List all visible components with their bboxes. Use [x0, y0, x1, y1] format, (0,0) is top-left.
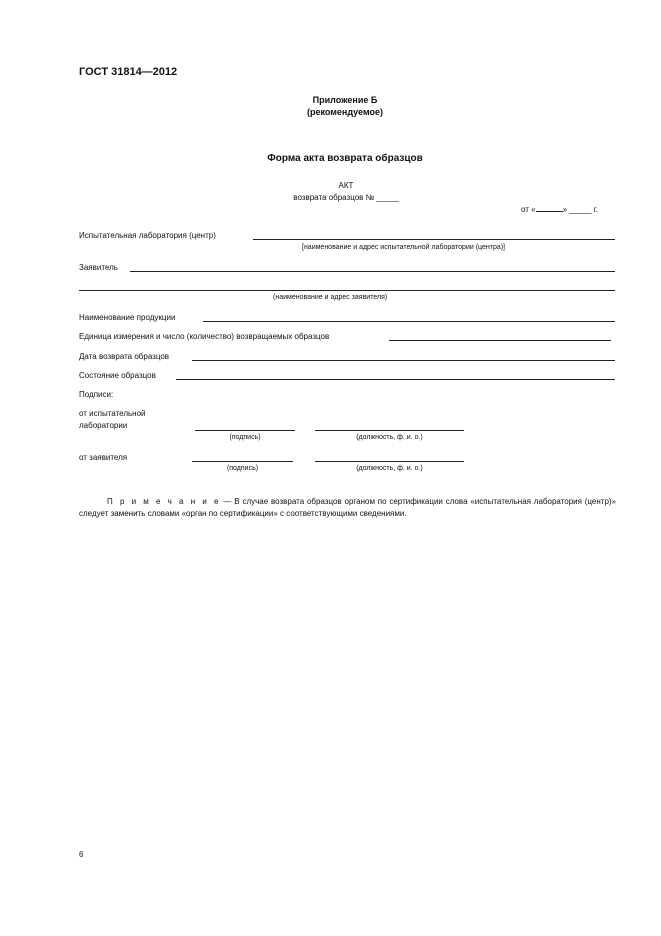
act-number: возврата образцов № _____ [293, 193, 399, 202]
appendix-subtitle: (рекомендуемое) [307, 107, 383, 117]
note-paragraph [79, 496, 616, 520]
applicant-signature-line[interactable] [192, 461, 293, 462]
note-text: — В случае возврата образцов органом по сертификации слова «испытательная лаборатория (центр)» следует заменить словами «орган по сертификации» с соответствующими сведениями. [79, 497, 617, 518]
condition-label: Состояние образцов [79, 371, 156, 380]
applicant-label: Заявитель [79, 263, 118, 272]
signatures-label: Подписи: [79, 390, 114, 399]
lab-signature-line[interactable] [195, 430, 295, 431]
applicant-position-caption: (должность, ф. и. о.) [356, 465, 423, 472]
lab-signature-caption: (подпись) [229, 434, 261, 441]
lab-label: Испытательная лаборатория (центр) [79, 231, 216, 240]
act-label: АКТ [338, 181, 354, 190]
date-suffix: » _____ г. [562, 205, 598, 214]
quantity-field-line[interactable] [389, 340, 611, 341]
lab-position-caption: (должность, ф. и. о.) [356, 434, 423, 441]
note-label: П р и м е ч а н и е [107, 497, 221, 506]
document-standard-header: ГОСТ 31814—2012 [79, 66, 178, 78]
return-date-label: Дата возврата образцов [79, 352, 170, 361]
lab-field-line[interactable] [253, 239, 615, 240]
from-lab-label-line2: лаборатории [79, 421, 128, 430]
appendix-title: Приложение Б [312, 95, 378, 105]
product-field-line[interactable] [203, 321, 615, 322]
product-label: Наименование продукции [79, 313, 176, 322]
applicant-signature-caption: (подпись) [226, 465, 259, 472]
applicant-field-line[interactable] [130, 271, 615, 272]
quantity-label: Единица измерения и число (количество) возвращаемых образцов [79, 332, 330, 341]
lab-position-line[interactable] [315, 430, 464, 431]
lab-caption: [наименование и адрес испытательной лаборатории (центра)] [302, 244, 505, 251]
applicant-field-line-2[interactable] [79, 290, 615, 291]
date-day-blank[interactable] [536, 211, 563, 212]
date-line [521, 205, 598, 214]
from-applicant-label: от заявителя [79, 453, 128, 462]
date-prefix: от « [521, 205, 536, 214]
page-number: 6 [79, 850, 84, 859]
applicant-position-line[interactable] [315, 461, 464, 462]
form-title: Форма акта возврата образцов [267, 153, 423, 164]
from-lab-label-line1: от испытательной [79, 409, 146, 418]
condition-field-line[interactable] [176, 379, 615, 380]
applicant-caption: (наименование и адрес заявителя) [273, 294, 388, 301]
return-date-field-line[interactable] [192, 360, 615, 361]
